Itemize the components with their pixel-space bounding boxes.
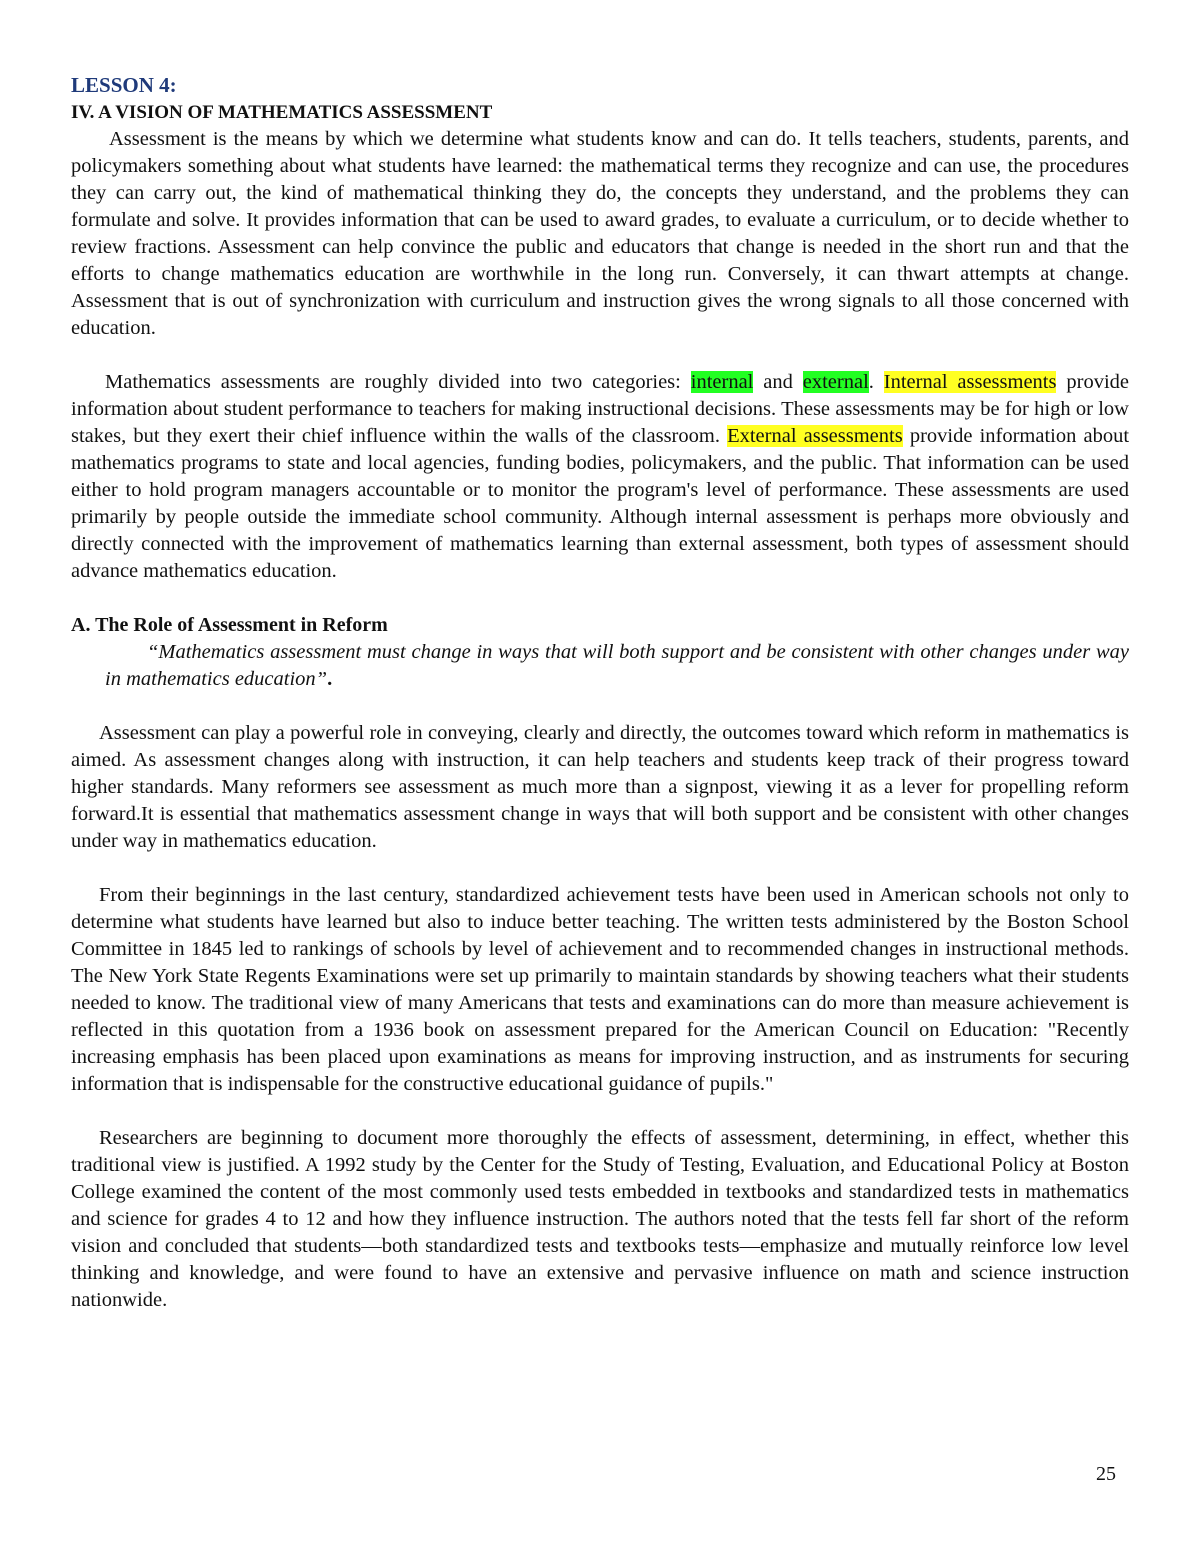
- page-number: 25: [1096, 1463, 1116, 1485]
- quote-text: “Mathematics assessment must change in ways that will both support and be consistent with other changes under way in mathematics education”: [105, 641, 1129, 690]
- paragraph-gap: [71, 1098, 1129, 1125]
- categories-dot-text: .: [868, 371, 884, 393]
- paragraph-gap: [71, 855, 1129, 882]
- categories-lead-text: Mathematics assessments are roughly divided into two categories:: [105, 371, 691, 393]
- paragraph-assessment-definition: Assessment is the means by which we determine what students know and can do. It tells teachers, students, parents, and policymakers something about what students have learned: the mathematical terms they recognize and can use, the procedures they can carry out, the kind of mathematical thinking they do, the concepts they understand, and the problems they can formulate and solve. It provides information that can be used to award grades, to evaluate a curriculum, or to decide whether to review fractions. Assessment can help convince the public and educators that change is needed in the short run and that the efforts to change mathematics education are worthwhile in the long run. Conversely, it can thwart attempts at change. Assessment that is out of synchronization with curriculum and instruction gives the wrong signals to all those concerned with education.: [71, 128, 1129, 339]
- paragraph-research: Researchers are beginning to document more thoroughly the effects of assessment, determining, in effect, whether this traditional view is justified. A 1992 study by the Center for the Study of Testing, Evaluation, and Educational Policy at Boston College examined the content of the most commonly used tests embedded in textbooks and standardized tests in mathematics and science for grades 4 to 12 and how they influence instruction. The authors noted that the tests fell far short of the reform vision and concluded that students—both standardized tests and textbooks tests—emphasize and mutually reinforce low level thinking and knowledge, and were found to have an extensive and pervasive influence on math and science instruction nationwide.: [71, 1127, 1129, 1311]
- document-page: [71, 72, 1129, 1314]
- categories-and-text: and: [753, 371, 803, 393]
- categories-tail-text: provide information about mathematics programs to state and local agencies, funding bodies, policymakers, and the public. That information can be used either to hold program managers accountable or to monitor the program's level of performance. These assessments are used primarily by people outside the immediate school community. Although internal assessment is perhaps more obviously and directly connected with the improvement of mathematics learning than external assessment, both types of assessment should advance mathematics education.: [71, 425, 1130, 582]
- paragraph-history: From their beginnings in the last century, standardized achievement tests have been used in American schools not only to determine what students have learned but also to induce better teaching. The written tests administered by the Boston School Committee in 1845 led to rankings of schools by level of achievement and to recommended changes in instructional methods. The New York State Regents Examinations were set up primarily to maintain standards by showing teachers what their students needed to know. The traditional view of many Americans that tests and examinations can do more than measure achievement is reflected in this quotation from a 1936 book on assessment prepared for the American Council on Education: "Recently increasing emphasis has been placed upon examinations as means for improving instruction, and as instruments for securing information that is indispensable for the constructive educational guidance of pupils.": [71, 884, 1129, 1095]
- highlight-external-assessments: External assessments: [727, 425, 903, 447]
- quote-end-period: .: [327, 668, 333, 690]
- subsection-heading-a: A. The Role of Assessment in Reform: [71, 614, 388, 636]
- paragraph-gap: [71, 693, 1129, 720]
- paragraph-gap: [71, 342, 1129, 369]
- categories-mid-text: provide information about student performance to teachers for making instructional decisions. These assessments may be for high or low stakes, but they exert their chief influence within the walls of the classroom.: [71, 371, 1129, 447]
- highlight-internal: internal: [690, 371, 754, 393]
- paragraph-assessment-role: Assessment can play a powerful role in conveying, clearly and directly, the outcomes toward which reform in mathematics is aimed. As assessment changes along with instruction, it can help teachers and students keep track of their progress toward higher standards. Many reformers see assessment as much more than a signpost, viewing it as a lever for propelling reform forward.It is essential that mathematics assessment change in ways that will both support and be consistent with other changes under way in mathematics education.: [71, 722, 1129, 852]
- highlight-internal-assessments: Internal assessments: [883, 371, 1057, 393]
- quote-block: [105, 639, 1129, 693]
- highlight-external: external: [802, 371, 869, 393]
- paragraph-gap: [71, 585, 1129, 612]
- section-title: IV. A VISION OF MATHEMATICS ASSESSMENT: [71, 102, 493, 123]
- lesson-label: LESSON 4:: [71, 73, 177, 97]
- paragraph-assessment-categories: [71, 369, 1129, 585]
